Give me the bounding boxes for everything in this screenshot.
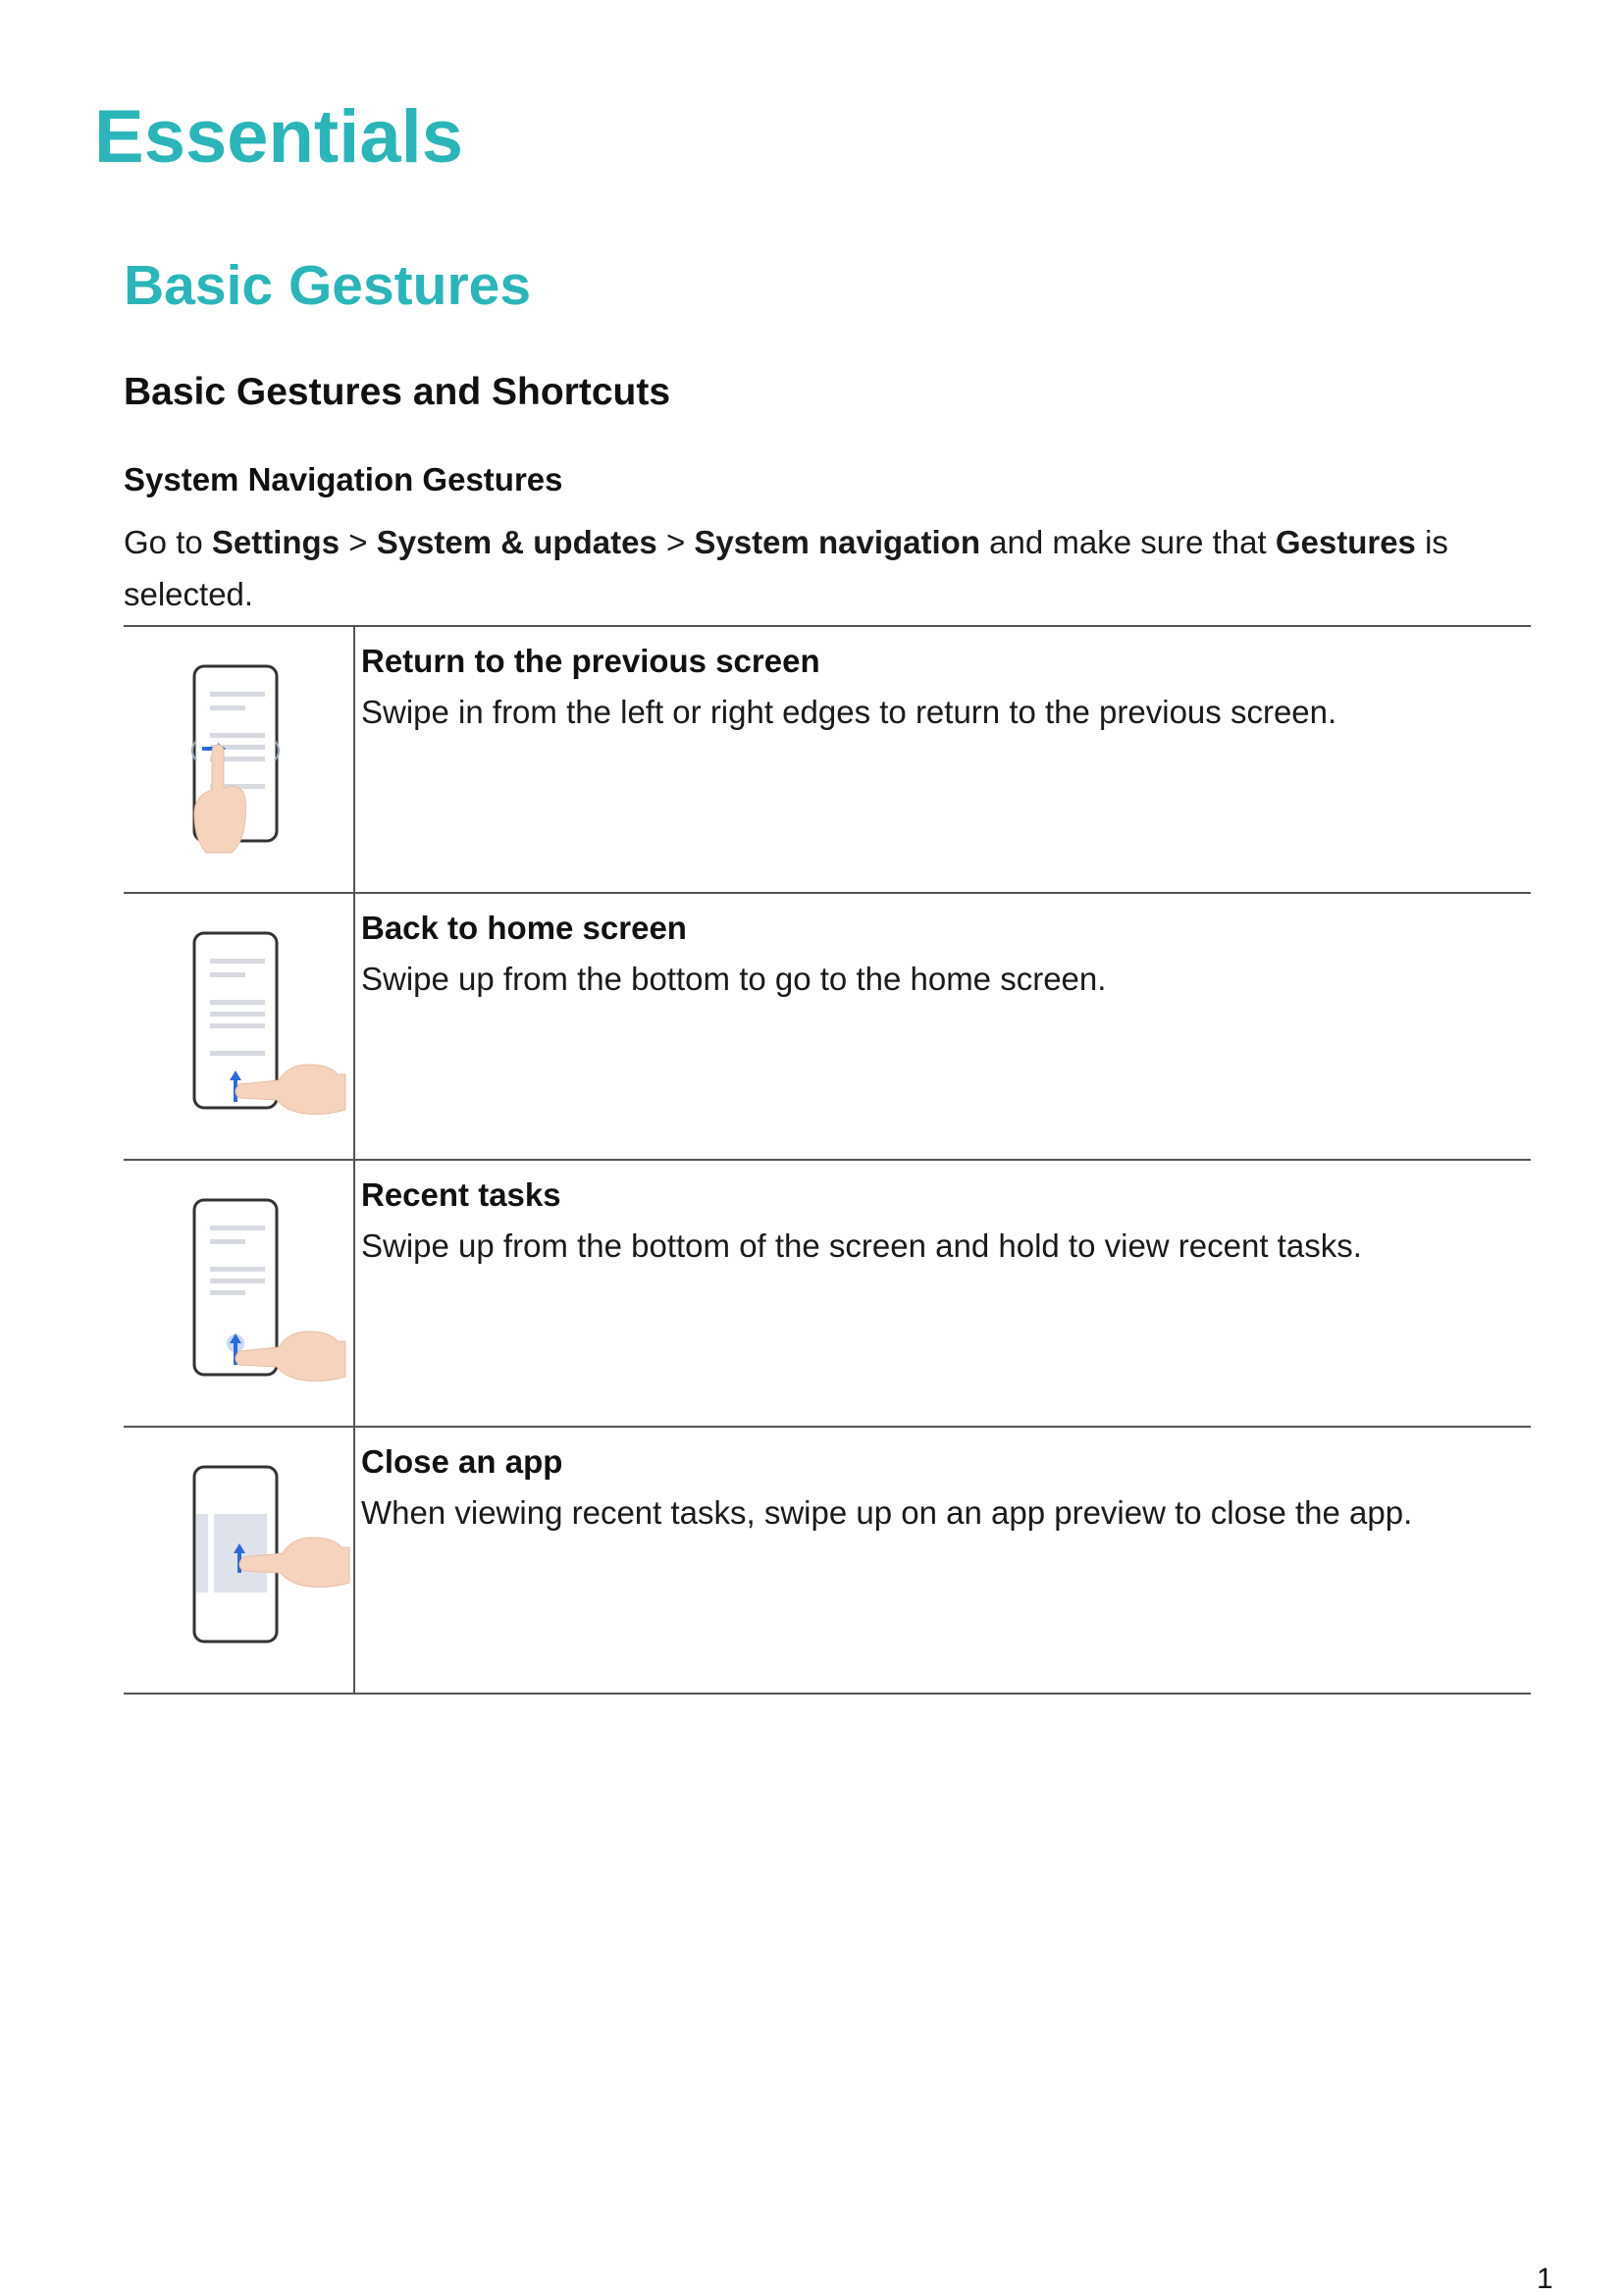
recent-tasks-gesture-icon (183, 1196, 359, 1392)
gesture-table (124, 625, 1531, 1695)
section-title: Basic Gestures (124, 254, 532, 317)
intro-paragraph (124, 516, 1517, 620)
home-swipe-gesture-icon (183, 929, 359, 1125)
intro-text: is selected. (124, 524, 1448, 612)
gesture-row (124, 627, 1531, 894)
path-separator: > (340, 524, 377, 560)
path-separator: > (656, 524, 695, 560)
gesture-illustration-cell (124, 627, 355, 892)
gesture-title: Return to the previous screen (361, 643, 820, 679)
gesture-illustration-cell (124, 1428, 355, 1693)
gesture-text-cell (355, 1161, 1362, 1426)
gesture-description: Swipe up from the bottom to go to the home screen. (361, 961, 1107, 997)
gesture-illustration-cell (124, 894, 355, 1159)
back-swipe-gesture-icon (183, 662, 300, 868)
gesture-text-cell (355, 1428, 1412, 1693)
gesture-description: Swipe up from the bottom of the screen and hold to view recent tasks. (361, 1227, 1362, 1264)
close-app-gesture-icon (183, 1463, 359, 1659)
gesture-title: Back to home screen (361, 910, 687, 946)
gesture-title: Recent tasks (361, 1176, 561, 1213)
system-navigation-path-label: System navigation (694, 524, 980, 560)
gesture-description: Swipe in from the left or right edges to return to the previous screen. (361, 694, 1337, 730)
intro-text: Go to (124, 524, 212, 560)
gesture-row (124, 1161, 1531, 1428)
gesture-text-cell (355, 894, 1106, 1159)
system-updates-path-label: System & updates (376, 524, 657, 560)
gesture-description: When viewing recent tasks, swipe up on an app preview to close the app. (361, 1494, 1413, 1531)
subsection-title: Basic Gestures and Shortcuts (124, 371, 671, 413)
subsubsection-title: System Navigation Gestures (124, 461, 563, 497)
gestures-option-label: Gestures (1275, 524, 1416, 560)
gesture-text-cell (355, 627, 1336, 892)
gesture-row (124, 894, 1531, 1161)
chapter-title: Essentials (94, 95, 463, 179)
gesture-row (124, 1428, 1531, 1695)
gesture-illustration-cell (124, 1161, 355, 1426)
gesture-title: Close an app (361, 1443, 563, 1480)
intro-text: and make sure that (979, 524, 1276, 560)
page-number: 1 (1537, 2263, 1553, 2295)
settings-path-label: Settings (211, 524, 340, 560)
